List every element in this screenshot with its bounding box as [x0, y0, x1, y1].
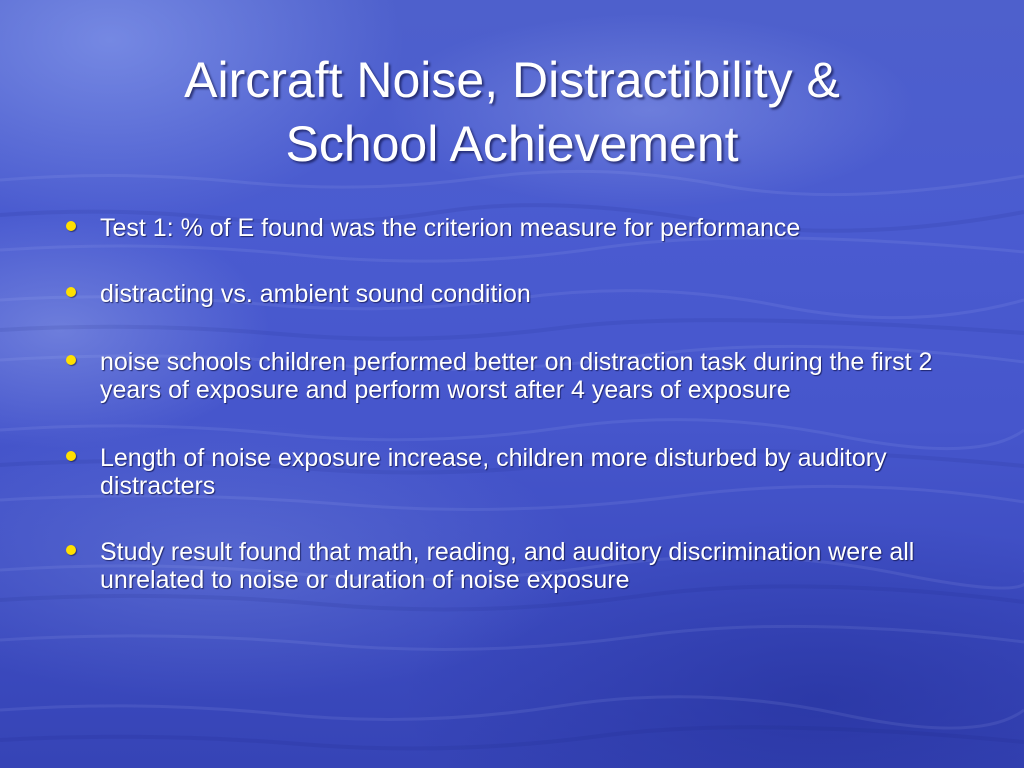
bullet-dot-icon: [66, 287, 76, 297]
bullet-text: noise schools children performed better on distraction task during the first 2 years of exposure and perform worst after 4 years of exposure: [100, 348, 933, 404]
bullet-list: [60, 214, 940, 594]
bullet-text: Test 1: % of E found was the criterion measure for performance: [100, 214, 801, 242]
bullet-dot-icon: [66, 355, 76, 365]
bullet-dot-icon: [66, 451, 76, 461]
slide-title-line-2: School Achievement: [285, 116, 739, 172]
bullet-item: [60, 280, 940, 308]
slide-title-line-1: Aircraft Noise, Distractibility &: [184, 52, 840, 108]
bullet-dot-icon: [66, 221, 76, 231]
bullet-item: [60, 444, 940, 500]
bullet-item: [60, 538, 940, 594]
bullet-item: [60, 214, 940, 242]
bullet-text: Length of noise exposure increase, children more disturbed by auditory distracters: [100, 444, 887, 500]
bullet-text: Study result found that math, reading, and auditory discrimination were all unrelated to noise or duration of noise exposure: [100, 538, 915, 594]
bullet-text: distracting vs. ambient sound condition: [100, 280, 531, 308]
bullet-dot-icon: [66, 545, 76, 555]
slide-title: [40, 48, 984, 176]
bullet-item: [60, 348, 940, 404]
